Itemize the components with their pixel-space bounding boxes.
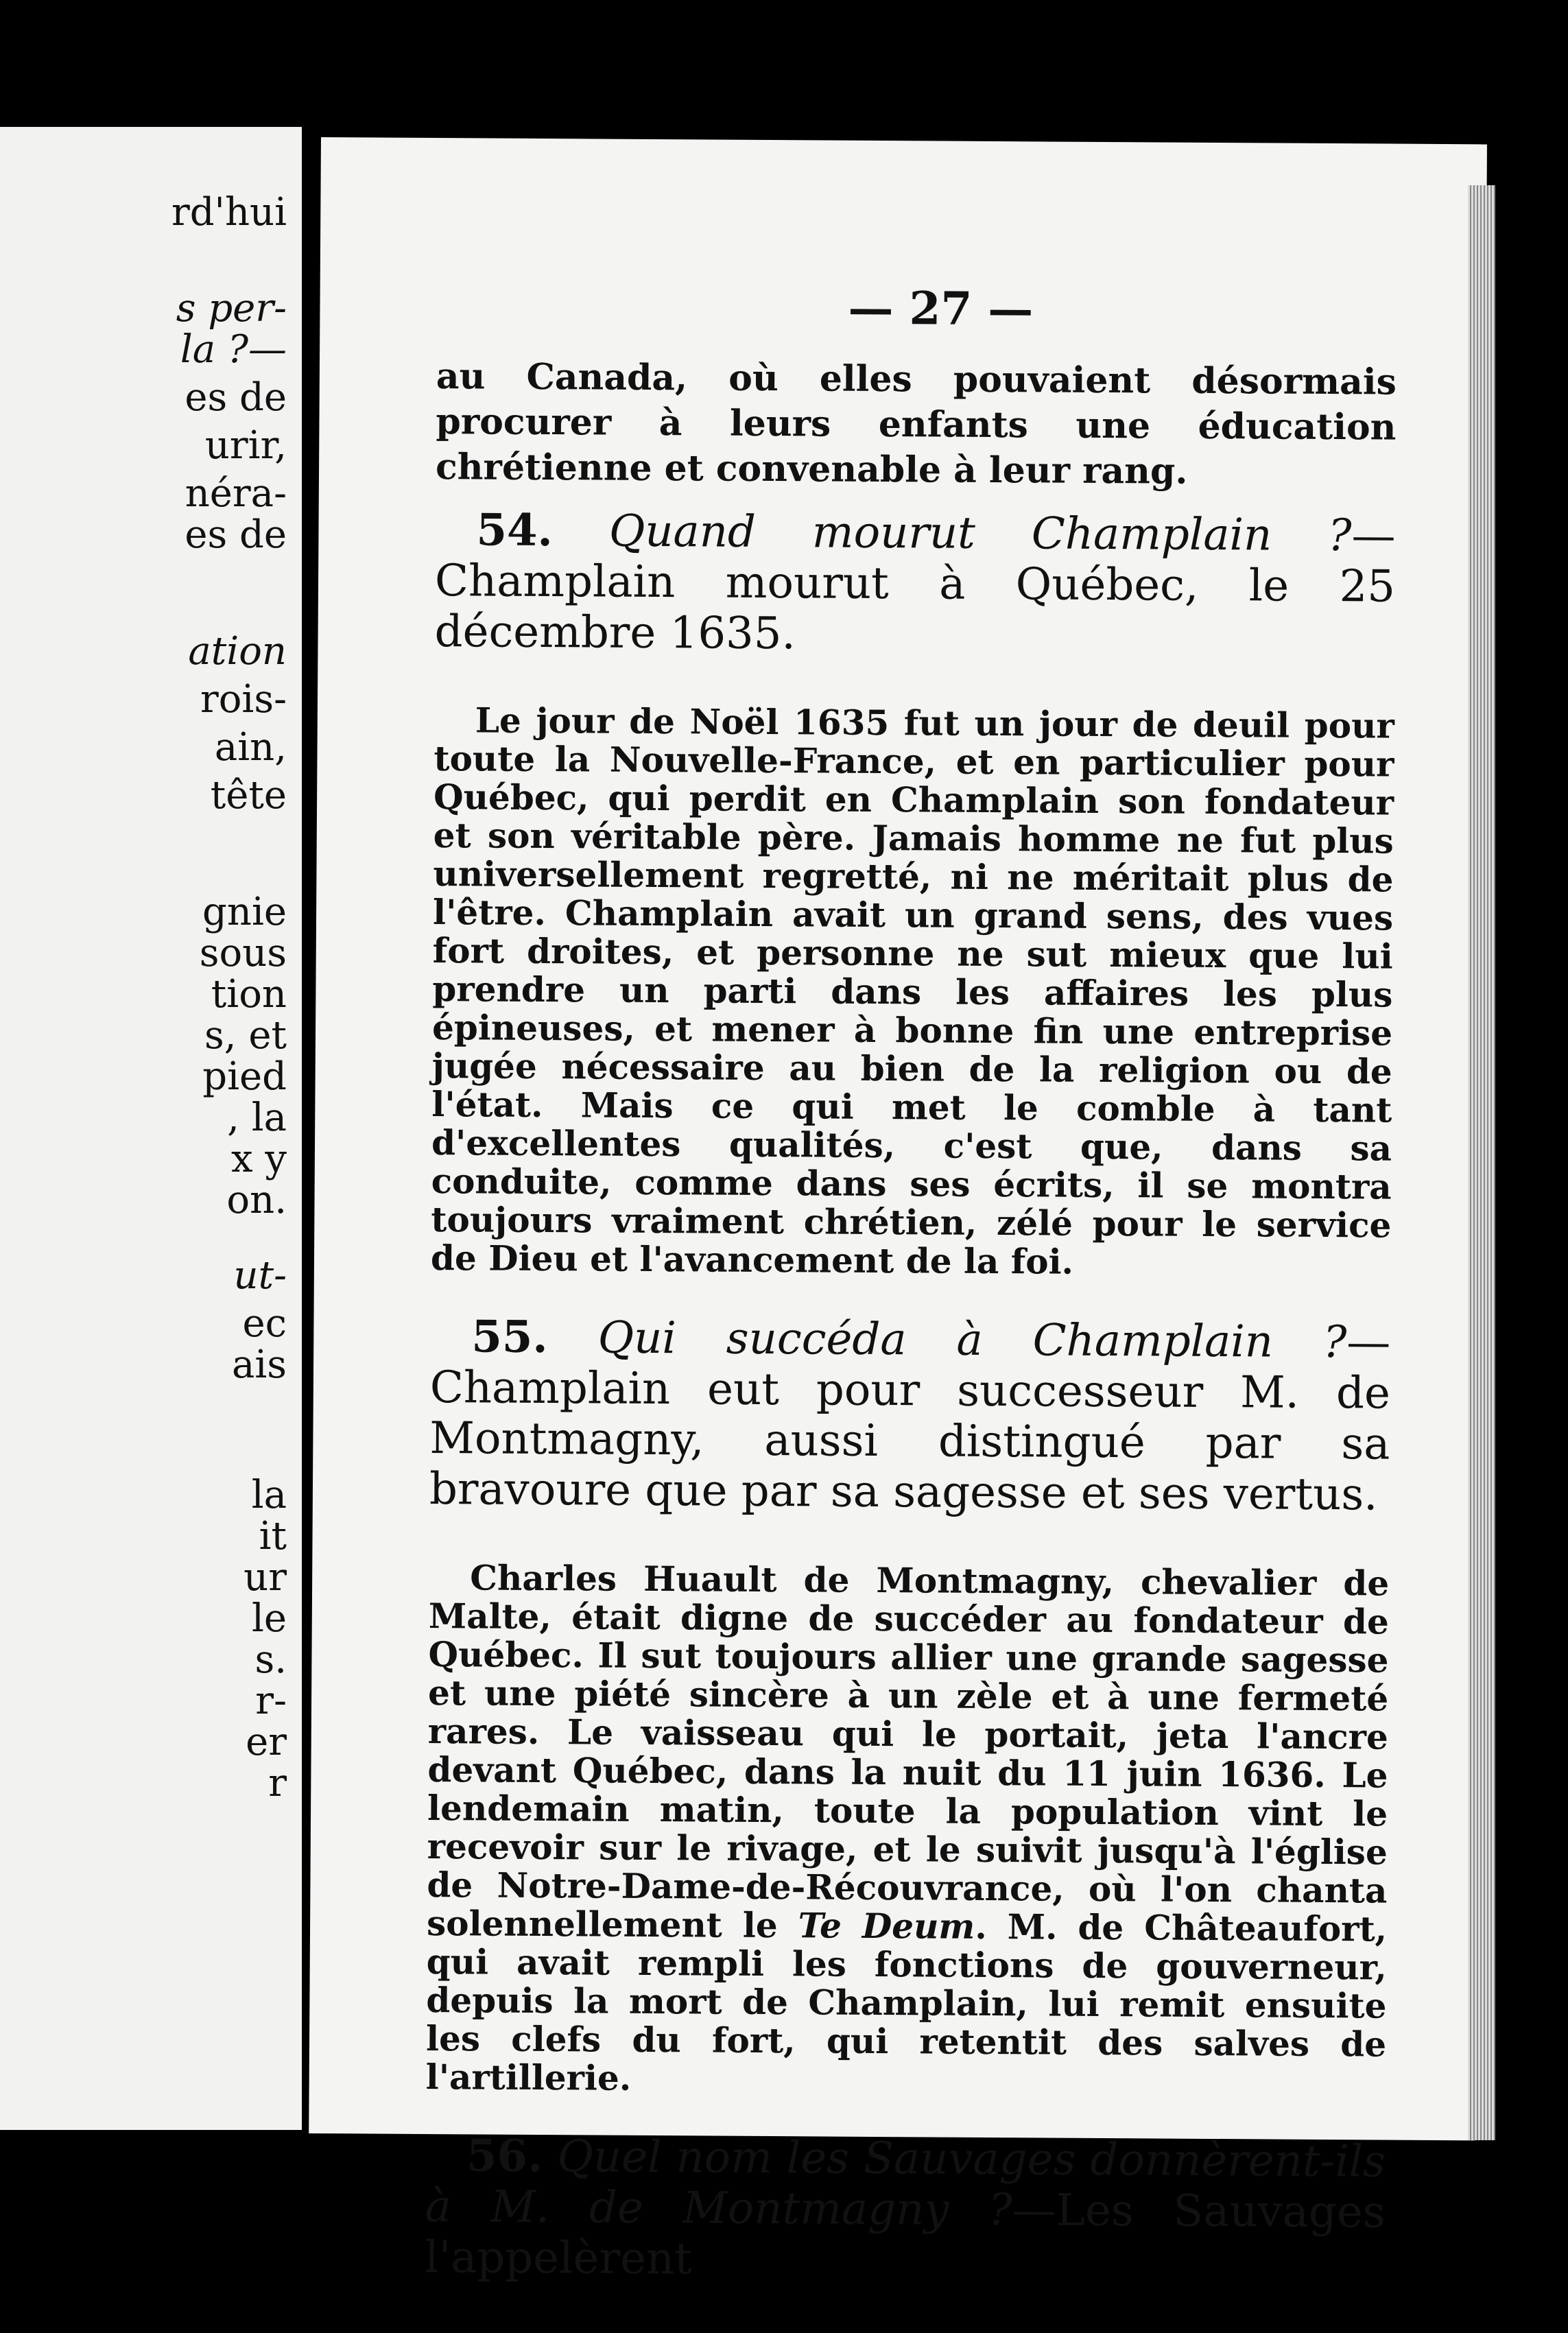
left-page-fragment: sous xyxy=(199,931,287,975)
left-page xyxy=(0,127,302,2130)
question-number: 56. xyxy=(466,2130,543,2183)
left-page-fragment: r- xyxy=(255,1679,287,1723)
page-text xyxy=(425,354,1397,2332)
left-page-fragment: it xyxy=(259,1514,287,1559)
left-page-fragment: ais xyxy=(231,1342,287,1387)
left-page-fragment: ain, xyxy=(214,725,287,770)
left-page-fragment: ation xyxy=(188,629,287,674)
left-page-fragment: es de xyxy=(185,375,287,420)
left-page-fragment: le xyxy=(251,1596,287,1641)
left-page-fragment: ec xyxy=(242,1301,287,1346)
question-number: 55. xyxy=(471,1311,548,1364)
page-number: — 27 — xyxy=(848,281,1034,336)
left-page-fragment: rd'hui xyxy=(171,190,287,235)
question-54 xyxy=(434,505,1395,663)
question-56 xyxy=(425,2131,1386,2289)
answer-text: —Les Sauvages l'appelèrent xyxy=(424,2185,1386,2285)
paragraph-55-end: . M. de Châteaufort, qui avait rempli les fonctions de gouverneur, depuis la mort de Champlain, lui remit ensuite les clefs du fort, qui retentit des salves de l'artillerie. xyxy=(425,1906,1388,2098)
left-page-fragment: s. xyxy=(254,1637,287,1682)
answer-text: —Champlain eut pour successeur M. de Montmagny, aussi distingué par sa bravoure que par sa sagesse et ses vertus. xyxy=(429,1317,1391,1521)
right-page xyxy=(309,137,1487,2285)
left-page-fragment: er xyxy=(246,1720,287,1764)
left-page-fragment: gnie xyxy=(202,890,287,934)
question-text: Quand mourut Champlain ? xyxy=(608,506,1352,562)
left-page-fragment: rois- xyxy=(200,677,287,722)
intro-paragraph: au Canada, où elles pouvaient désormais procurer à leurs enfants une éducation chrétienne et convenable à leur rang. xyxy=(435,355,1397,493)
left-page-fragment: ut- xyxy=(233,1253,287,1298)
left-page-fragment: on. xyxy=(226,1178,287,1222)
paragraph-55 xyxy=(426,1559,1390,2103)
question-text: Quel nom les Sauvages donnèrent-ils à M. de Montmagny ? xyxy=(425,2131,1386,2236)
left-page-fragment: la ?— xyxy=(180,327,287,372)
left-page-fragment: s per- xyxy=(176,286,287,331)
left-page-fragment: r xyxy=(268,1761,287,1805)
paragraph-55-start: Charles Huault de Montmagny, chevalier de Malte, était digne de succéder au fondateur de Québec. Il sut toujours allier une grande sagesse et une piété sincère à un zèle et à une fermeté rares. Le vaisseau qui le portait, jeta l'ancre devant Québec, dans la nuit du 11 juin 1636. Le lendemain matin, toute la population vint le recevoir sur le rivage, et le suivit jusqu'à l'église de Notre-Dame-de-Récouvrance, où l'on chanta solennellement le xyxy=(426,1557,1390,1946)
left-page-fragment: tion xyxy=(211,972,287,1017)
answer-text: —Champlain mourut à Québec, le 25 décembre 1635. xyxy=(434,510,1396,660)
left-page-fragment: s, et xyxy=(204,1013,287,1058)
paragraph-54: Le jour de Noël 1635 fut un jour de deuil pour toute la Nouvelle-France, et en particulier pour Québec, qui perdit en Champlain son fondateur et son véritable père. Jamais homme ne fut plus universellement regretté, ni ne méritait plus de l'être. Champlain avait un grand sens, des vues fort droites, et personne ne sut mieux que lui prendre un parti dans les affaires les plus épineuses, et mener à bonne fin une entreprise jugée nécessaire au bien de la religion ou de l'état. Mais ce qui met le comble à tant d'excellentes qualités, c'est que, dans sa conduite, comme dans ses écrits, il se montra toujours vraiment chrétien, zélé pour le service de Dieu et l'avancement de la foi. xyxy=(430,700,1394,1282)
left-page-fragment: néra- xyxy=(185,471,287,516)
question-number: 54. xyxy=(476,504,554,557)
left-page-fragment: tête xyxy=(210,773,287,818)
left-page-fragment: urir, xyxy=(204,423,287,468)
question-text: Qui succéda à Champlain ? xyxy=(597,1312,1347,1369)
te-deum: Te Deum xyxy=(798,1905,975,1947)
left-page-fragment: , la xyxy=(227,1096,287,1140)
page-edges xyxy=(1468,185,1495,2140)
question-55 xyxy=(429,1312,1391,1521)
left-page-fragment: es de xyxy=(185,512,287,557)
left-page-fragment: ur xyxy=(243,1555,287,1600)
left-page-fragment: la xyxy=(251,1473,287,1517)
left-page-fragment: pied xyxy=(202,1054,287,1099)
left-page-fragment: x y xyxy=(230,1137,287,1181)
